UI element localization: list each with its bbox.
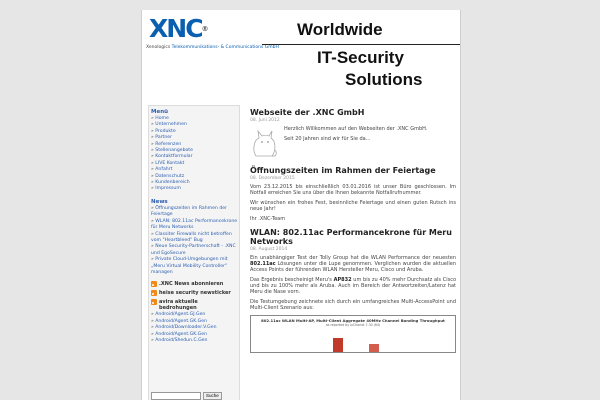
post-text: Wir wünschen ein frohes Fest, besinnliche Feiertage und einen guten Rutsch ins neue Jahr! bbox=[250, 200, 456, 212]
menu-item-impressum[interactable]: » Impressum bbox=[151, 186, 239, 192]
post-text bbox=[250, 255, 456, 273]
post-title[interactable]: WLAN: 802.11ac Performancekrone für Meru Networks bbox=[250, 228, 452, 246]
registered-mark: ® bbox=[201, 25, 209, 33]
menu-item-live-kontakt[interactable]: » LIVE Kontakt bbox=[151, 161, 239, 167]
threat-list bbox=[149, 312, 239, 344]
rss-icon bbox=[151, 299, 157, 305]
menu-item-referenzen[interactable]: » Referenzen bbox=[151, 142, 239, 148]
menu-item-home[interactable]: » Home bbox=[151, 116, 239, 122]
menu-item-produkte[interactable]: » Produkte bbox=[151, 129, 239, 135]
news-item[interactable]: » Classiter Firewalls nicht betroffen vom "Heartbleed" Bug bbox=[151, 232, 239, 245]
post-text: Die Testumgebung zeichnete sich durch ein umfangreiches Multi-AccessPoint und Multi-Client Szenario aus: bbox=[250, 299, 456, 311]
header bbox=[142, 10, 460, 102]
content bbox=[250, 108, 456, 359]
rss-xnc-news[interactable] bbox=[149, 279, 239, 288]
threat-item[interactable]: » Android/Shedun.C.Gen bbox=[151, 338, 239, 344]
rss-icon bbox=[151, 281, 157, 287]
post-date: 08. Juni 2012 bbox=[250, 118, 280, 123]
news-item[interactable]: » Neue Security-Partnerschaft - .XNC und EgoSecure bbox=[151, 244, 239, 257]
news-item[interactable]: » Öffnungszeiten im Rahmen der Feiertage bbox=[151, 206, 239, 219]
post-date: 08. August 2014 bbox=[250, 247, 288, 252]
post-text-bold: AP832 bbox=[333, 277, 352, 283]
threat-item[interactable]: » Android/Downloader.V.Gen bbox=[151, 325, 239, 331]
rss-xnc-news-label: .XNC News abonnieren bbox=[159, 281, 224, 288]
header-line1: Worldwide bbox=[297, 20, 383, 39]
post-wlan bbox=[250, 228, 456, 353]
threat-item[interactable]: » Android/Agent.GK.Gen bbox=[151, 332, 239, 338]
post-title[interactable]: Öffnungszeiten im Rahmen der Feiertage bbox=[250, 166, 436, 175]
rss-avira-label: avira aktuelle bedrohungen bbox=[159, 299, 198, 312]
menu-item-anfahrt[interactable]: » Anfahrt bbox=[151, 167, 239, 173]
menu-item-kontaktformular[interactable]: » Kontaktformular bbox=[151, 154, 239, 160]
rss-avira[interactable] bbox=[149, 297, 239, 312]
xnc-logo[interactable] bbox=[146, 14, 279, 55]
header-divider bbox=[262, 44, 460, 45]
news-title: News bbox=[151, 198, 168, 205]
post-date: 08. Dezember 2015 bbox=[250, 176, 295, 181]
news-list bbox=[149, 206, 239, 276]
rss-heise[interactable] bbox=[149, 288, 239, 297]
logo-company: Xenologics bbox=[146, 45, 171, 50]
chart-bar bbox=[333, 338, 343, 352]
chart-title: 802.11ac WLAN Multi-AP, Multi-Client Aggregate 40MHz Channel Bonding Throughput bbox=[261, 318, 445, 323]
post-text-part: um bis zu 40% mehr Durchsatz als Cisco und bis zu 100% mehr als Aruba. Auch im Bereich der Antwortzeiten/Latenz hat Meru die Nase vorn. bbox=[250, 277, 457, 295]
search-button[interactable]: Suche bbox=[203, 392, 222, 400]
threat-item[interactable]: » Android/Agent.GJ.Gen bbox=[151, 312, 239, 318]
sidebar bbox=[148, 105, 240, 400]
chart-bar bbox=[369, 344, 379, 352]
rss-icon bbox=[151, 290, 157, 296]
throughput-chart-image bbox=[250, 315, 456, 353]
chart-subtitle: as reported by IxChariot 7.30 (64) bbox=[325, 323, 381, 327]
post-text: Vom 23.12.2015 bis einschließlich 03.01.2016 ist unser Büro geschlossen. Im Notfall erreichen Sie uns über die Ihnen bekannte Notfallrufnummer. bbox=[250, 184, 456, 196]
menu-item-datenschutz[interactable]: » Datenschutz bbox=[151, 174, 239, 180]
news-item[interactable]: » Private Cloud-Umgebungen mit „Meru Virtual Mobility Controller" managen bbox=[151, 257, 239, 276]
page bbox=[141, 10, 461, 400]
post-text-part: Lösungen unter die Lupe genommen. Verglichen wurden die aktuellen Access Points der führenden WLAN Hersteller Meru, Cisco und Aruba. bbox=[250, 261, 456, 273]
header-line2: IT-Security bbox=[317, 48, 404, 67]
cat-sketch-icon bbox=[250, 126, 278, 160]
post-webseite bbox=[250, 108, 456, 160]
threat-item[interactable]: » Android/Agent.GK.Gen bbox=[151, 319, 239, 325]
post-signature: Ihr .XNC-Team bbox=[250, 216, 286, 222]
search-input[interactable] bbox=[151, 392, 201, 400]
news-item[interactable]: » WLAN: 802.11ac Performancekrone für Meru Networks bbox=[151, 219, 239, 232]
logo-tagline: Telekommunikations- & Communications GmbH bbox=[171, 45, 279, 50]
menu-item-unternehmen[interactable]: » Unternehmen bbox=[151, 122, 239, 128]
header-line3: Solutions bbox=[345, 70, 423, 89]
logo-mark: XNC bbox=[149, 14, 202, 43]
post-title[interactable]: Webseite der .XNC GmbH bbox=[250, 108, 365, 117]
post-text-part: Ein unabhängiger Test der Tolly Group hat die WLAN Performance der neuesten bbox=[250, 255, 456, 261]
menu-item-stellenangebote[interactable]: » Stellenangebote bbox=[151, 148, 239, 154]
menu-title: Menü bbox=[151, 109, 169, 115]
post-text: Herzlich Willkommen auf den Webseiten der .XNC GmbH. bbox=[284, 126, 428, 132]
rss-heise-label: heise security newsticker bbox=[159, 290, 231, 297]
post-oeffnungszeiten bbox=[250, 166, 456, 222]
post-text: Seit 20 Jahren sind wir für Sie da... bbox=[284, 136, 371, 142]
search-form bbox=[151, 392, 237, 400]
post-text-bold: 802.11ac bbox=[250, 261, 276, 267]
post-text-part: Das Ergebnis bescheinigt Meru's bbox=[250, 277, 332, 283]
menu-list bbox=[149, 116, 239, 193]
post-text bbox=[250, 277, 456, 295]
menu-item-kundenbereich[interactable]: » Kundenbereich bbox=[151, 180, 239, 186]
menu-item-partner[interactable]: » Partner bbox=[151, 135, 239, 141]
